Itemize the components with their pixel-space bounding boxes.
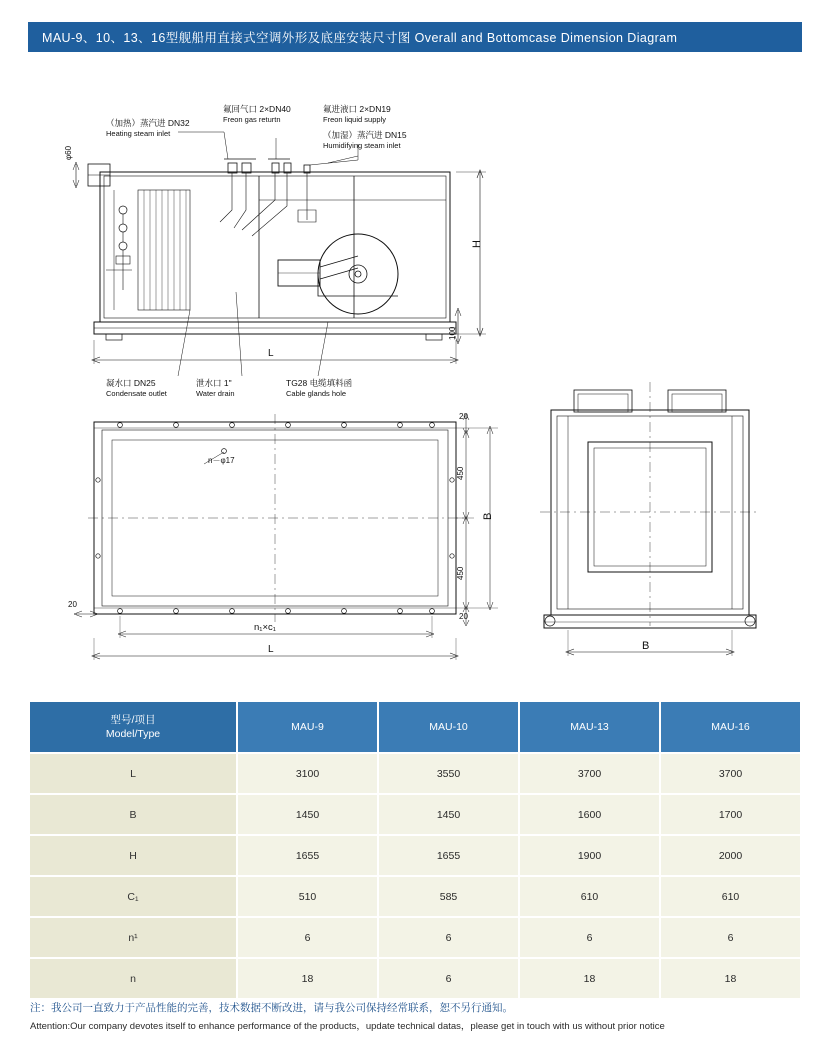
technical-drawing [28, 60, 802, 685]
column-header-mau-13: MAU-13 [519, 701, 660, 753]
footer-note-en: Attention:Our company devotes itself to enhance performance of the products，update technical datas，please get in touch with us without prior notice [30, 1021, 665, 1032]
cell-b-mau16: 1700 [660, 794, 801, 835]
row-head-c1: C₁ [29, 876, 237, 917]
cell-h-mau16: 2000 [660, 835, 801, 876]
dimension-phi60: φ60 [64, 145, 73, 160]
callout-heating-steam-inlet: （加热）蒸汽进 DN32 Heating steam inlet [106, 118, 190, 138]
callout-freon-liquid-supply: 氟进液口 2×DN19 Freon liquid supply [323, 104, 391, 124]
cell-h-mau13: 1900 [519, 835, 660, 876]
cell-c1-mau16: 610 [660, 876, 801, 917]
cell-n1-mau16: 6 [660, 917, 801, 958]
dimension-450-bottom: 450 [456, 566, 465, 580]
table-row [29, 958, 801, 999]
cell-n-mau16: 18 [660, 958, 801, 999]
row-head-h: H [29, 835, 237, 876]
cell-n-mau13: 18 [519, 958, 660, 999]
dimension-20-bottom: 20 [459, 612, 468, 621]
cell-n1-mau13: 6 [519, 917, 660, 958]
cell-b-mau10: 1450 [378, 794, 519, 835]
callout-freon-gas-return: 氟回气口 2×DN40 Freon gas returtn [223, 104, 291, 124]
dimension-hole-note: n－φ17 [208, 456, 235, 465]
table-row [29, 917, 801, 958]
row-head-n1: n¹ [29, 917, 237, 958]
dimension-l-plan: L [268, 644, 274, 655]
dimension-b-plan: B [482, 512, 494, 520]
column-header-mau-10: MAU-10 [378, 701, 519, 753]
cell-c1-mau10: 585 [378, 876, 519, 917]
spec-table-body [29, 753, 801, 999]
cell-b-mau9: 1450 [237, 794, 378, 835]
dimension-h: H [471, 240, 483, 248]
cell-h-mau9: 1655 [237, 835, 378, 876]
column-header-model-cn: 型号/项目 [110, 713, 156, 726]
cell-l-mau13: 3700 [519, 753, 660, 794]
cell-h-mau10: 1655 [378, 835, 519, 876]
callout-cable-glands-hole: TG28 电缆填料函 Cable glands hole [286, 378, 353, 398]
dimension-100: 100 [448, 326, 457, 340]
column-header-model [29, 701, 237, 753]
footer-note-cn: 注：我公司一直致力于产品性能的完善，技术数据不断改进，请与我公司保持经常联系，恕不另行通知。 [30, 1002, 513, 1014]
column-header-mau-16: MAU-16 [660, 701, 801, 753]
cell-c1-mau13: 610 [519, 876, 660, 917]
cell-l-mau16: 3700 [660, 753, 801, 794]
callout-humidifying-steam-inlet: （加湿）蒸汽进 DN15 Humidifying steam inlet [323, 130, 407, 150]
row-head-n: n [29, 958, 237, 999]
column-header-model-en: Model/Type [105, 728, 161, 740]
row-head-l: L [29, 753, 237, 794]
footer-note [30, 1000, 820, 1032]
page-title: MAU-9、10、13、16型舰船用直接式空调外形及底座安装尺寸图 Overall and Bottomcase Dimension Diagram [42, 31, 678, 45]
table-row [29, 753, 801, 794]
callout-condensate-outlet: 凝水口 DN25 Condensate outlet [106, 378, 167, 398]
cell-n1-mau9: 6 [237, 917, 378, 958]
table-row [29, 876, 801, 917]
dimension-l-elevation: L [268, 348, 274, 359]
table-row [29, 794, 801, 835]
dimension-b-side: B [642, 640, 650, 652]
table-row [29, 835, 801, 876]
cell-n1-mau10: 6 [378, 917, 519, 958]
dimension-20-top: 20 [459, 412, 468, 421]
page-title-bar [28, 22, 802, 52]
spec-table-container [28, 700, 802, 1000]
column-header-mau-9: MAU-9 [237, 701, 378, 753]
dimension-450-top: 450 [456, 466, 465, 480]
row-head-b: B [29, 794, 237, 835]
cell-l-mau9: 3100 [237, 753, 378, 794]
spec-table-head [29, 701, 801, 753]
cell-n-mau9: 18 [237, 958, 378, 999]
cell-b-mau13: 1600 [519, 794, 660, 835]
spec-table [28, 700, 802, 1000]
cell-n-mau10: 6 [378, 958, 519, 999]
dimension-n1-c1: n₁×c₁ [254, 622, 276, 633]
callout-water-drain: 泄水口 1" Water drain [196, 378, 235, 398]
table-header-row [29, 701, 801, 753]
drawing-svg [28, 60, 802, 685]
cell-c1-mau9: 510 [237, 876, 378, 917]
cell-l-mau10: 3550 [378, 753, 519, 794]
dimension-20-left: 20 [68, 600, 77, 609]
